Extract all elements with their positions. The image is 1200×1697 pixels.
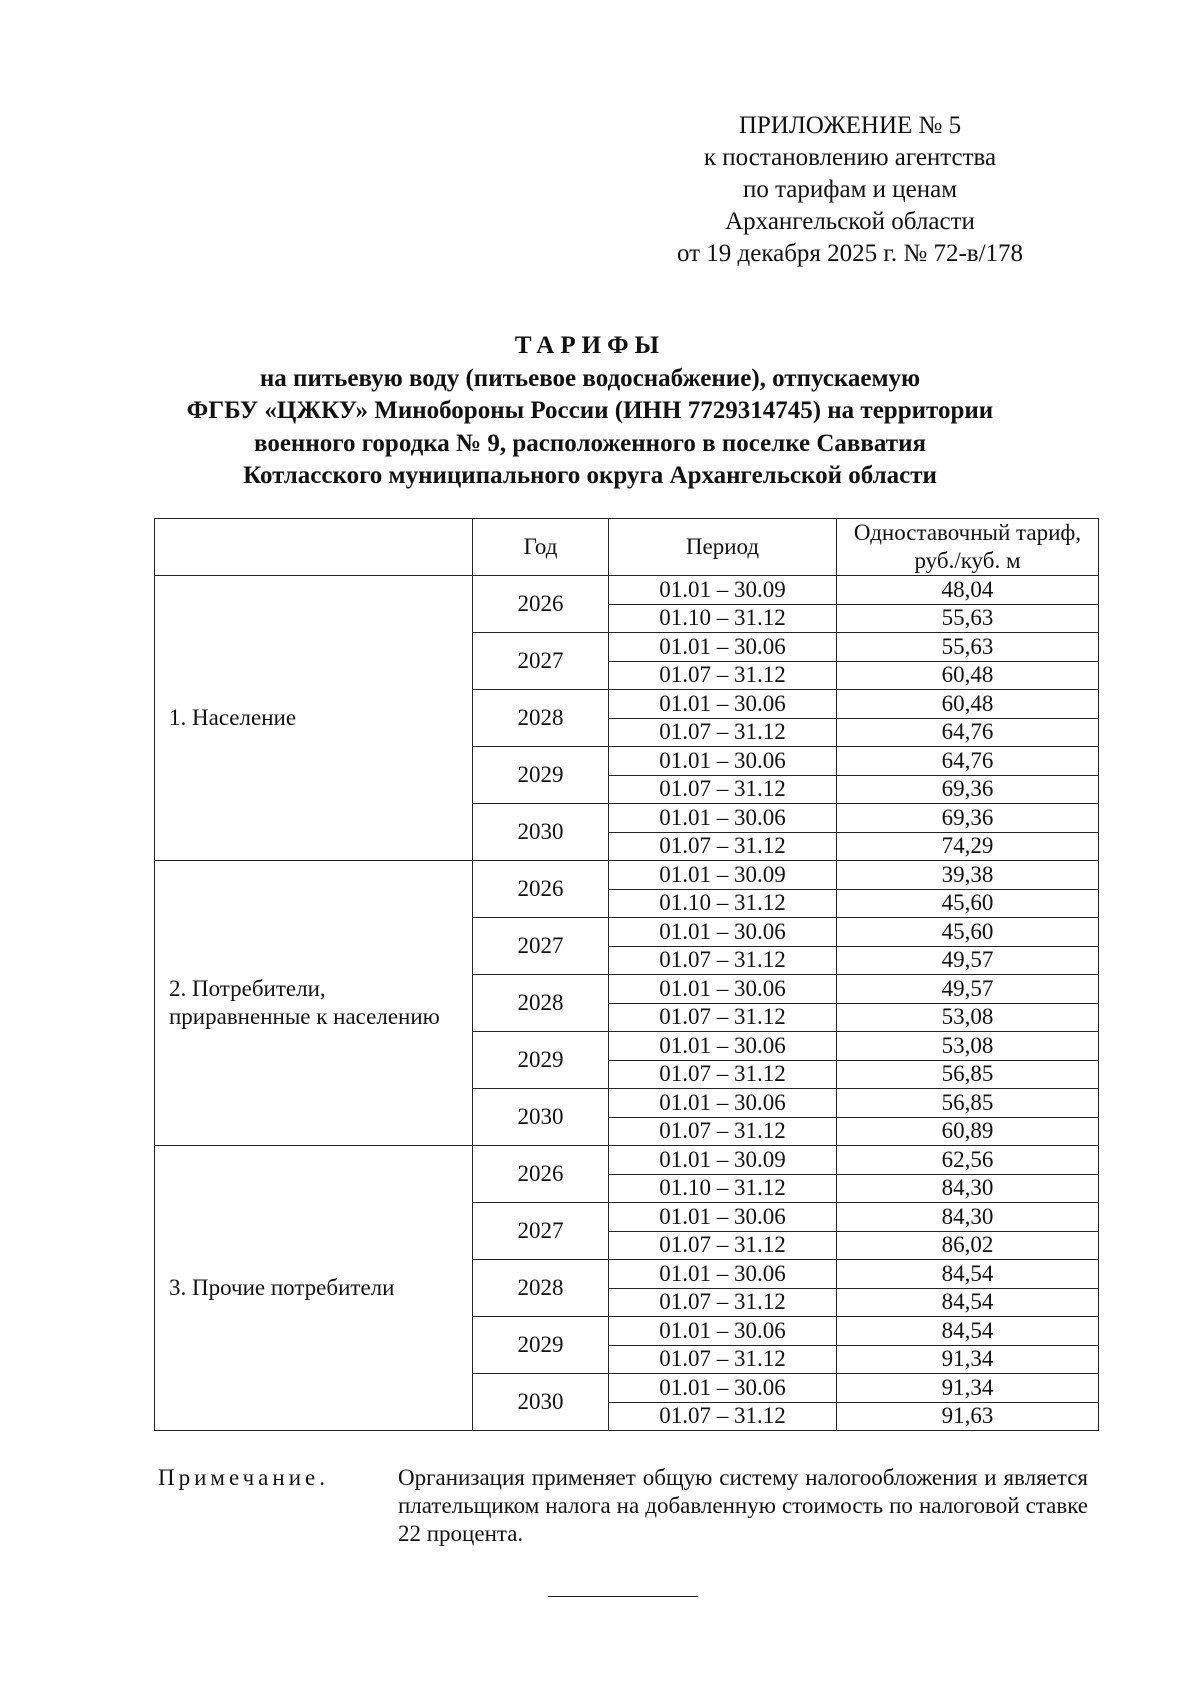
tariff-cell: 91,34 [837, 1345, 1099, 1374]
tariff-cell: 84,30 [837, 1174, 1099, 1203]
tariff-cell: 55,63 [837, 633, 1099, 662]
period-cell: 01.01 – 30.06 [609, 804, 837, 833]
header-period: Период [609, 519, 837, 576]
period-cell: 01.07 – 31.12 [609, 1402, 837, 1431]
tariff-cell: 84,54 [837, 1317, 1099, 1346]
period-cell: 01.01 – 30.09 [609, 576, 837, 605]
table-body [155, 576, 1099, 1431]
period-cell: 01.07 – 31.12 [609, 1345, 837, 1374]
period-cell: 01.07 – 31.12 [609, 1288, 837, 1317]
tariff-cell: 64,76 [837, 718, 1099, 747]
header-group [155, 519, 473, 576]
table-row [155, 1146, 1099, 1175]
divider [548, 1596, 698, 1597]
period-cell: 01.07 – 31.12 [609, 832, 837, 861]
year-cell: 2028 [473, 975, 609, 1032]
period-cell: 01.01 – 30.06 [609, 633, 837, 662]
year-cell: 2027 [473, 633, 609, 690]
tariff-cell: 53,08 [837, 1003, 1099, 1032]
tariff-cell: 53,08 [837, 1032, 1099, 1061]
table-row [155, 576, 1099, 605]
appendix-line: Архангельской области [725, 208, 975, 235]
appendix-line: по тарифам и ценам [742, 176, 958, 203]
tariff-cell: 60,48 [837, 690, 1099, 719]
tariff-cell: 91,34 [837, 1374, 1099, 1403]
period-cell: 01.07 – 31.12 [609, 661, 837, 690]
tariff-cell: 45,60 [837, 889, 1099, 918]
consumer-group-cell: 3. Прочие потребители [155, 1146, 473, 1431]
tariff-cell: 49,57 [837, 975, 1099, 1004]
period-cell: 01.07 – 31.12 [609, 1231, 837, 1260]
year-cell: 2026 [473, 1146, 609, 1203]
year-cell: 2029 [473, 1317, 609, 1374]
period-cell: 01.07 – 31.12 [609, 946, 837, 975]
period-cell: 01.01 – 30.09 [609, 1146, 837, 1175]
tariff-cell: 56,85 [837, 1060, 1099, 1089]
period-cell: 01.01 – 30.06 [609, 1260, 837, 1289]
period-cell: 01.01 – 30.09 [609, 861, 837, 890]
tariff-cell: 84,30 [837, 1203, 1099, 1232]
tariff-cell: 39,38 [837, 861, 1099, 890]
tariff-cell: 60,89 [837, 1117, 1099, 1146]
period-cell: 01.01 – 30.06 [609, 1032, 837, 1061]
appendix-date: от 19 декабря 2025 г. № 72-в/178 [676, 240, 1024, 267]
tariff-cell: 62,56 [837, 1146, 1099, 1175]
tariff-cell: 84,54 [837, 1260, 1099, 1289]
tariff-cell: 64,76 [837, 747, 1099, 776]
period-cell: 01.01 – 30.06 [609, 975, 837, 1004]
period-cell: 01.10 – 31.12 [609, 889, 837, 918]
year-cell: 2027 [473, 918, 609, 975]
year-cell: 2026 [473, 576, 609, 633]
period-cell: 01.10 – 31.12 [609, 1174, 837, 1203]
consumer-group-cell: 2. Потребители, приравненные к населению [155, 861, 473, 1146]
period-cell: 01.01 – 30.06 [609, 690, 837, 719]
appendix-header [640, 110, 1060, 270]
tariff-cell: 86,02 [837, 1231, 1099, 1260]
table-row [155, 861, 1099, 890]
table-header-row [155, 519, 1099, 576]
period-cell: 01.07 – 31.12 [609, 1003, 837, 1032]
tariff-cell: 55,63 [837, 604, 1099, 633]
tariff-cell: 49,57 [837, 946, 1099, 975]
tariff-cell: 56,85 [837, 1089, 1099, 1118]
year-cell: 2029 [473, 747, 609, 804]
period-cell: 01.07 – 31.12 [609, 1060, 837, 1089]
tariff-cell: 74,29 [837, 832, 1099, 861]
tariff-cell: 69,36 [837, 775, 1099, 804]
document-title [150, 330, 1030, 493]
period-cell: 01.01 – 30.06 [609, 1203, 837, 1232]
header-year: Год [473, 519, 609, 576]
period-cell: 01.01 – 30.06 [609, 1317, 837, 1346]
title-line: ФГБУ «ЦЖКУ» Минобороны России (ИНН 7729314745) на территории [186, 397, 994, 424]
tariff-cell: 91,63 [837, 1402, 1099, 1431]
tariff-cell: 48,04 [837, 576, 1099, 605]
note-text: Организация применяет общую систему налогообложения и является плательщиком налога на добавленную стоимость по налоговой ставке 22 процента. [398, 1465, 1088, 1546]
appendix-number: ПРИЛОЖЕНИЕ № 5 [738, 112, 962, 139]
consumer-group-cell: 1. Население [155, 576, 473, 861]
appendix-line: к постановлению агентства [703, 144, 997, 171]
year-cell: 2026 [473, 861, 609, 918]
period-cell: 01.01 – 30.06 [609, 1374, 837, 1403]
tariff-cell: 69,36 [837, 804, 1099, 833]
year-cell: 2027 [473, 1203, 609, 1260]
period-cell: 01.01 – 30.06 [609, 918, 837, 947]
year-cell: 2028 [473, 690, 609, 747]
period-cell: 01.07 – 31.12 [609, 775, 837, 804]
title-line: военного городка № 9, расположенного в поселке Савватия [253, 429, 926, 457]
title-heading: ТАРИФЫ [514, 332, 666, 359]
period-cell: 01.07 – 31.12 [609, 718, 837, 747]
year-cell: 2028 [473, 1260, 609, 1317]
tariff-cell: 84,54 [837, 1288, 1099, 1317]
title-line: Котласского муниципального округа Архангельской области [243, 462, 937, 489]
tariff-cell: 45,60 [837, 918, 1099, 947]
tariff-table [154, 518, 1099, 1431]
period-cell: 01.01 – 30.06 [609, 1089, 837, 1118]
period-cell: 01.07 – 31.12 [609, 1117, 837, 1146]
title-line: на питьевую воду (питьевое водоснабжение), отпускаемую [259, 364, 921, 392]
period-cell: 01.10 – 31.12 [609, 604, 837, 633]
year-cell: 2030 [473, 804, 609, 861]
header-tariff: Одноставочный тариф, руб./куб. м [837, 519, 1099, 576]
tariff-cell: 60,48 [837, 661, 1099, 690]
year-cell: 2030 [473, 1374, 609, 1431]
period-cell: 01.01 – 30.06 [609, 747, 837, 776]
year-cell: 2029 [473, 1032, 609, 1089]
year-cell: 2030 [473, 1089, 609, 1146]
note-label: Примечание. [158, 1465, 329, 1490]
